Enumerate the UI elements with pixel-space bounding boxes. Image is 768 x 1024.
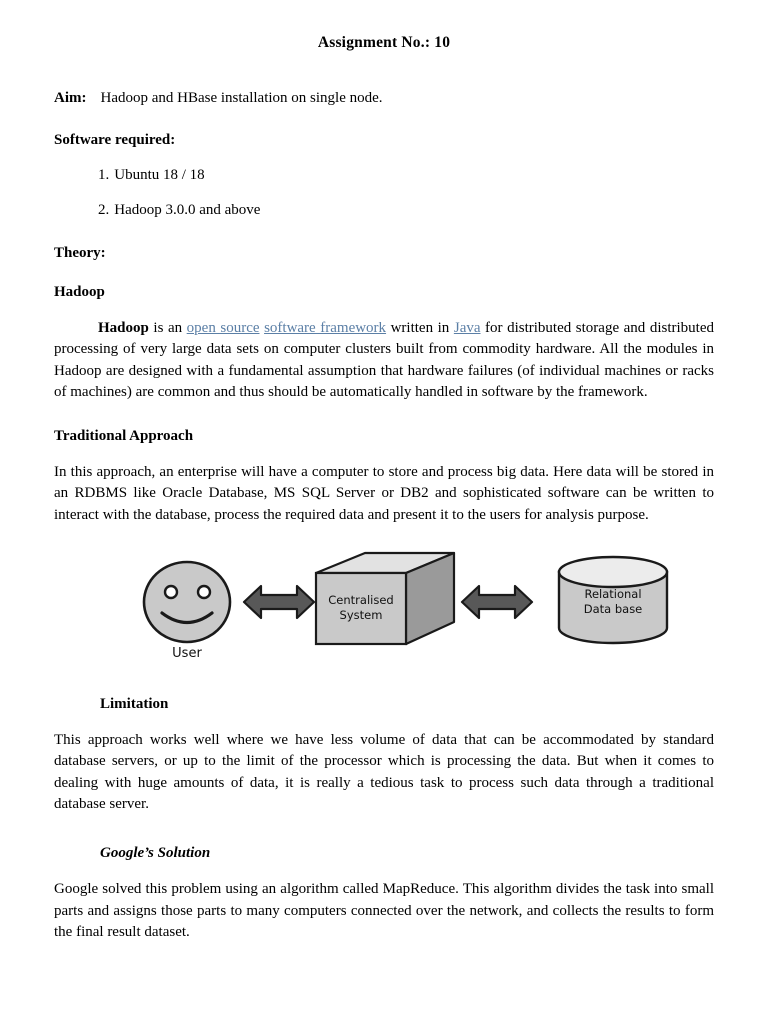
google-solution-heading: Google’s Solution — [100, 845, 211, 862]
aim-label: Aim: — [54, 90, 87, 106]
hadoop-paragraph — [54, 318, 714, 403]
limitation-heading: Limitation — [100, 696, 169, 713]
hadoop-paragraph-part3: written in — [386, 320, 454, 336]
list-item-label: Hadoop 3.0.0 and above — [114, 202, 261, 218]
hadoop-paragraph-part1: is an — [148, 320, 187, 336]
database-label-line2: Data base — [583, 602, 643, 617]
traditional-approach-paragraph: In this approach, an enterprise will have a computer to store and process big data. Here data will be stored in an RDBMS like Oracle Database, MS SQL Server or DB2 and sophisticated software can be written to interact with the database, process the required data and present it to the users for analysis purpose. — [54, 464, 714, 523]
google-solution-paragraph: Google solved this problem using an algorithm called MapReduce. This algorithm divides the task into small parts and assigns those parts to many computers connected over the network, and collects the results to form the final result dataset. — [54, 881, 714, 940]
user-icon — [144, 562, 230, 642]
hadoop-paragraph-lead: Hadoop — [98, 320, 149, 336]
aim-row — [54, 90, 714, 107]
software-required-heading: Software required: — [54, 132, 176, 148]
traditional-approach-diagram — [54, 550, 714, 670]
hadoop-heading: Hadoop — [54, 284, 105, 300]
arrow-user-system — [244, 586, 314, 618]
list-item-number: 1. — [98, 167, 110, 183]
arrow-system-database — [462, 586, 532, 618]
theory-heading: Theory: — [54, 245, 106, 261]
limitation-paragraph: This approach works well where we have less volume of data that can be accommodated by standard database servers, or up to the limit of the processor which is processing the data. But when it comes to dealing with huge amounts of data, it is really a tedious task to process such data through a traditional database server. — [54, 732, 714, 812]
open-source-link[interactable]: open source — [186, 320, 260, 336]
java-link[interactable]: Java — [453, 320, 481, 336]
system-label-line2: System — [339, 608, 383, 623]
aim-text: Hadoop and HBase installation on single node. — [100, 90, 383, 106]
list-item-number: 2. — [98, 202, 110, 218]
page-title: Assignment No.: 10 — [317, 34, 451, 51]
user-label: User — [172, 646, 202, 662]
document-content — [54, 30, 714, 958]
list-item-label: Ubuntu 18 / 18 — [114, 167, 205, 183]
software-framework-link[interactable]: software framework — [264, 320, 387, 336]
system-label-line1: Centralised — [328, 593, 394, 608]
database-label-line1: Relational — [584, 587, 642, 602]
traditional-approach-heading: Traditional Approach — [54, 428, 194, 445]
software-required-list — [54, 167, 714, 219]
list-item — [54, 167, 714, 184]
hadoop-paragraph-part4: for distributed storage and distributed processing of very large data sets on computer clusters built from commodity hardware. All the modules in Hadoop are designed with a fundamental assumption that hardware failures (of individual machines or racks of machines) are common and thus should be automatically handled in software by the framework. — [54, 320, 715, 400]
list-item — [54, 202, 714, 219]
